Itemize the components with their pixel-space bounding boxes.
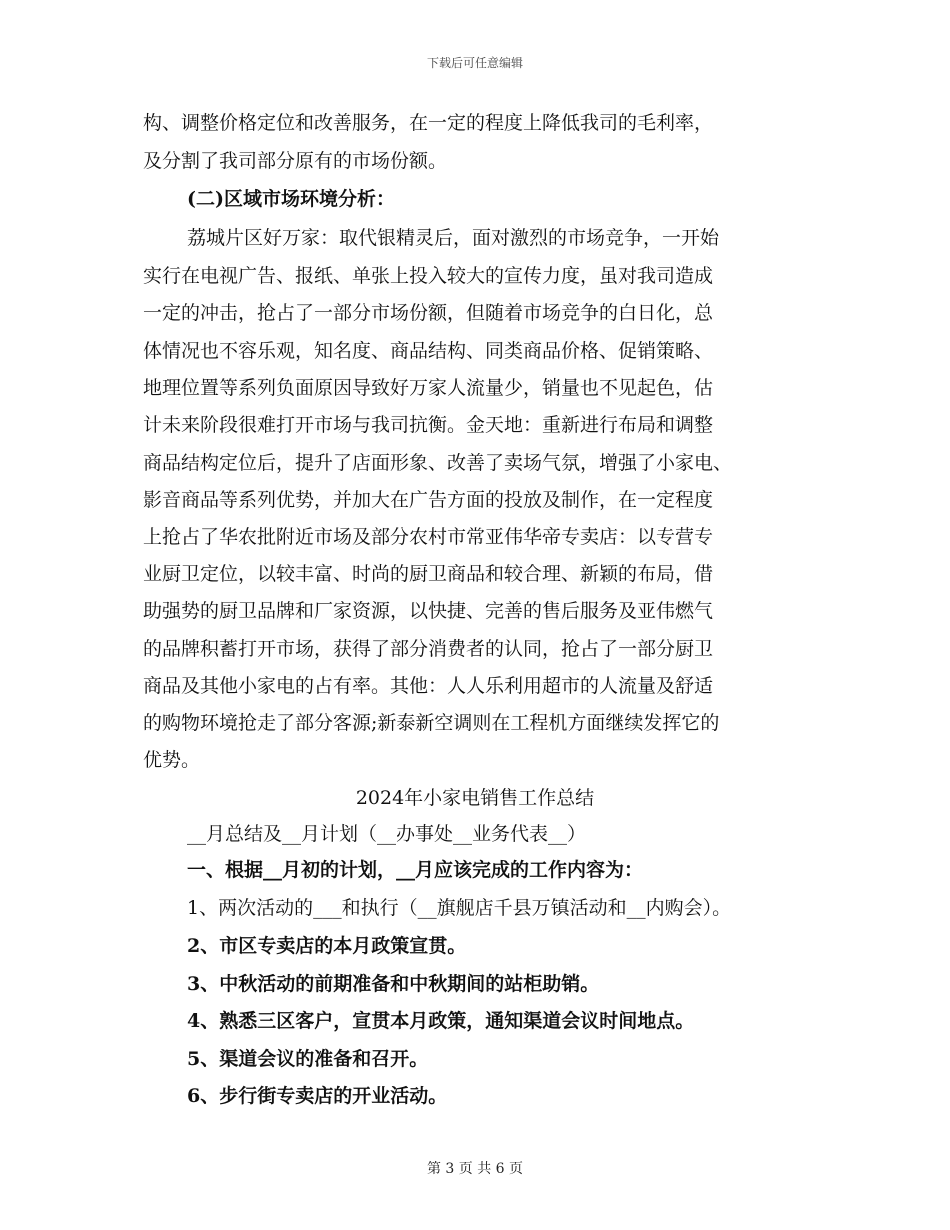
body-line: 优势。: [143, 749, 201, 771]
list-item: 1、两次活动的___和执行（__旗舰店千县万镇活动和__内购会）。: [187, 897, 732, 919]
body-line: 计未来阶段很难打开市场与我司抗衡。金天地：重新进行布局和调整: [143, 414, 714, 436]
body-line: 荔城片区好万家：取代银精灵后，面对激烈的市场竞争，一开始: [187, 227, 720, 249]
list-item: 6、步行街专卖店的开业活动。: [187, 1085, 448, 1107]
list-item: 2、市区专卖店的本月政策宣贯。: [187, 935, 467, 957]
body-line: 一定的冲击，抢占了一部分市场份额，但随着市场竞争的白日化，总: [143, 302, 714, 324]
body-line: 商品结构定位后，提升了店面形象、改善了卖场气氛，增强了小家电、: [143, 452, 733, 474]
page-header: 下载后可任意编辑: [426, 56, 523, 70]
list-item: 3、中秋活动的前期准备和中秋期间的站柜助销。: [187, 973, 600, 995]
body-line: 体情况也不容乐观，知名度、商品结构、同类商品价格、促销策略、: [143, 340, 714, 362]
body-line: 业厨卫定位，以较丰富、时尚的厨卫商品和较合理、新颖的布局，借: [143, 563, 714, 585]
body-line: 的品牌积蓄打开市场，获得了部分消费者的认同，抢占了一部分厨卫: [143, 638, 714, 660]
section-heading: (二)区域市场环境分析：: [187, 188, 395, 210]
body-line: 上抢占了华农批附近市场及部分农村市常亚伟华帝专卖店：以专营专: [143, 526, 714, 548]
list-item: 4、熟悉三区客户，宣贯本月政策，通知渠道会议时间地点。: [187, 1010, 695, 1032]
body-line: 地理位置等系列负面原因导致好万家人流量少，销量也不见起色，估: [143, 377, 714, 399]
body-line: 实行在电视广告、报纸、单张上投入较大的宣传力度，虽对我司造成: [143, 265, 714, 287]
page-number: 第 3 页 共 6 页: [426, 1161, 524, 1177]
section-heading: 一、根据__月初的计划，__月应该完成的工作内容为：: [187, 859, 644, 881]
body-line: 助强势的厨卫品牌和厂家资源，以快捷、完善的售后服务及亚伟燃气: [143, 600, 714, 622]
body-line: 构、调整价格定位和改善服务，在一定的程度上降低我司的毛利率，: [143, 112, 714, 134]
list-item: 5、渠道会议的准备和召开。: [187, 1048, 429, 1070]
body-line: 影音商品等系列优势，并加大在广告方面的投放及制作，在一定程度: [143, 489, 714, 511]
body-line: 商品及其他小家电的占有率。其他：人人乐利用超市的人流量及舒适: [143, 675, 714, 697]
subtitle: __月总结及__月计划（__办事处__业务代表__）: [187, 823, 587, 845]
document-title: 2024年小家电销售工作总结: [355, 787, 595, 809]
body-line: 的购物环境抢走了部分客源;新泰新空调则在工程机方面继续发挥它的: [143, 712, 720, 734]
body-line: 及分割了我司部分原有的市场份额。: [143, 150, 448, 172]
